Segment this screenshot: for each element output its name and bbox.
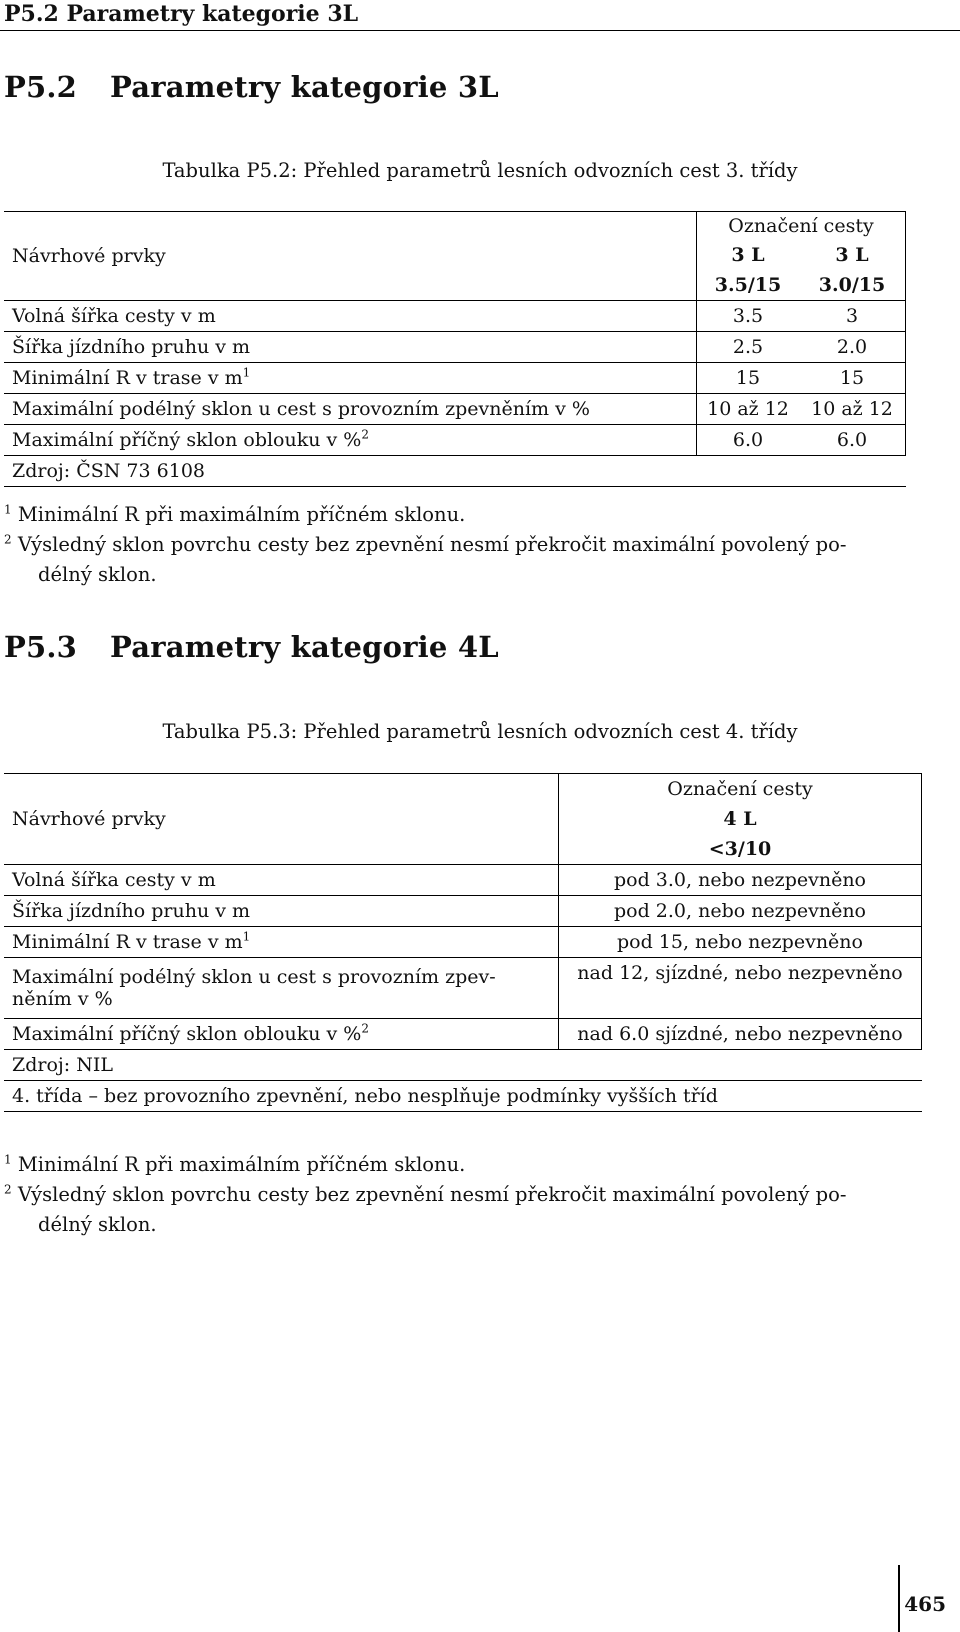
row-label: Maximální podélný sklon u cest s provozním zpev-	[12, 966, 496, 988]
column-spec: 3.0/15	[799, 270, 906, 301]
row-label: Maximální příčný sklon oblouku v %	[12, 1023, 362, 1045]
column-code: 3 L	[697, 240, 800, 270]
section-title: Parametry kategorie 3L	[110, 70, 499, 104]
footnote: $^2$ Výsledný sklon povrchu cesty bez zpevnění nesmí překročit maximální povolený po- délný sklon.	[4, 1182, 847, 1236]
row-value: 2.0	[799, 332, 906, 363]
page-number-rule	[898, 1565, 900, 1632]
table-row	[4, 927, 922, 958]
row-header-cell: Návrhové prvky	[4, 212, 697, 301]
table-row	[4, 958, 922, 1019]
table-3l	[4, 211, 906, 487]
row-label: Šířka jízdního pruhu v m	[12, 336, 251, 358]
section-title: Parametry kategorie 4L	[110, 630, 499, 664]
row-value: 2.5	[697, 332, 800, 363]
row-value: pod 15, nebo nezpevněno	[559, 927, 922, 958]
row-value: nad 12, sjízdné, nebo nezpevněno	[559, 958, 922, 1019]
column-code: 4 L	[559, 804, 922, 834]
table-row	[4, 865, 922, 896]
row-label: Minimální R v trase v m	[12, 931, 243, 953]
row-value: 3	[799, 301, 906, 332]
section-heading-4l	[4, 630, 499, 664]
table-caption-4l: Tabulka P5.3: Přehled parametrů lesních odvozních cest 4. třídy	[162, 720, 798, 743]
footnotes-3l	[4, 500, 940, 590]
footnote: $^2$ Výsledný sklon povrchu cesty bez zpevnění nesmí překročit maximální povolený po- délný sklon.	[4, 532, 847, 586]
row-value: pod 3.0, nebo nezpevněno	[559, 865, 922, 896]
row-label: Volná šířka cesty v m	[12, 305, 216, 327]
table-row	[4, 425, 906, 456]
row-header-cell: Návrhové prvky	[4, 774, 559, 865]
row-label: Maximální podélný sklon u cest s provozním zpevněním v %	[12, 398, 590, 420]
table-row	[4, 363, 906, 394]
table-caption-3l: Tabulka P5.2: Přehled parametrů lesních odvozních cest 3. třídy	[162, 159, 798, 182]
footnote-ref: 2	[361, 1021, 369, 1036]
row-label: Volná šířka cesty v m	[12, 869, 216, 891]
row-value: nad 6.0 sjízdné, nebo nezpevněno	[559, 1019, 922, 1050]
table-row	[4, 332, 906, 363]
table-row	[4, 1019, 922, 1050]
row-value: pod 2.0, nebo nezpevněno	[559, 896, 922, 927]
table-source: Zdroj: ČSN 73 6108	[4, 456, 906, 487]
group-header-cell: Označení cesty	[559, 774, 922, 805]
section-number: P5.2	[4, 70, 78, 104]
table-row	[4, 896, 922, 927]
section-heading-3l	[4, 70, 499, 104]
table-4l	[4, 773, 922, 1112]
row-value: 3.5	[697, 301, 800, 332]
footnote-ref: 1	[242, 365, 251, 380]
table-row	[4, 301, 906, 332]
row-label: Maximální příčný sklon oblouku v %	[12, 429, 362, 451]
column-code: 3 L	[799, 240, 906, 270]
running-title: P5.2 Parametry kategorie 3L	[4, 1, 359, 27]
table-note-row	[4, 1081, 922, 1112]
section-number: P5.3	[4, 630, 78, 664]
row-label-cont: něním v %	[12, 988, 113, 1010]
column-spec: <3/10	[559, 834, 922, 865]
table-source-row	[4, 1050, 922, 1081]
row-value: 6.0	[799, 425, 906, 456]
row-label: Šířka jízdního pruhu v m	[12, 900, 251, 922]
row-value: 10 až 12	[799, 394, 906, 425]
footnotes-4l	[4, 1150, 940, 1240]
table-source-row	[4, 456, 906, 487]
table-source: Zdroj: NIL	[4, 1050, 922, 1081]
row-value: 15	[799, 363, 906, 394]
footnote-ref: 1	[242, 929, 251, 944]
footnote-ref: 2	[361, 427, 369, 442]
table-note: 4. třída – bez provozního zpevnění, nebo nesplňuje podmínky vyšších tříd	[4, 1081, 922, 1112]
page-number: 465	[904, 1592, 946, 1616]
footnote: $^1$ Minimální R při maximálním příčném sklonu.	[4, 1152, 466, 1176]
table-row	[4, 394, 906, 425]
row-value: 10 až 12	[697, 394, 800, 425]
running-header	[0, 0, 960, 31]
column-spec: 3.5/15	[697, 270, 800, 301]
row-value: 6.0	[697, 425, 800, 456]
row-label: Minimální R v trase v m	[12, 367, 243, 389]
footnote: $^1$ Minimální R při maximálním příčném sklonu.	[4, 502, 466, 526]
group-header-cell: Označení cesty	[697, 212, 906, 241]
row-value: 15	[697, 363, 800, 394]
